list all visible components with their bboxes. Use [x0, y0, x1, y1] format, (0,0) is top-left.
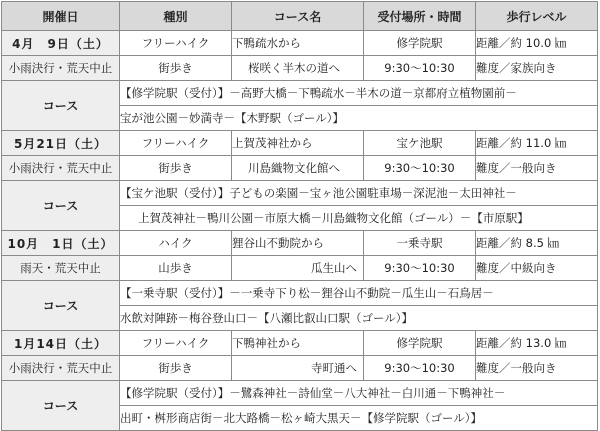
event-row-sub — [2, 256, 598, 281]
event-weather: 小雨決行・荒天中止 — [8, 161, 113, 175]
course-route-line1: 【修学院駅（受付）】－高野大橋－下鴨疏水－半木の道－京都府立植物園前－ — [120, 81, 598, 106]
event-weather-cell — [2, 156, 120, 181]
event-row-sub — [2, 56, 598, 81]
event-course-name-sub: 桜咲く半木の道へ — [248, 61, 340, 75]
event-category-sub: 街歩き — [120, 356, 232, 381]
event-distance: 距離／約 8.5 ㎞ — [476, 231, 598, 256]
course-label: コース — [2, 81, 120, 131]
header-level: 歩行レベル — [476, 2, 598, 31]
event-time: 9:30〜10:30 — [364, 356, 476, 381]
event-category: ハイク — [120, 231, 232, 256]
event-weather: 小雨決行・荒天中止 — [8, 361, 113, 375]
event-category: フリーハイク — [120, 331, 232, 356]
schedule-table — [1, 1, 598, 431]
course-row — [2, 281, 598, 306]
event-category-sub: 街歩き — [120, 156, 232, 181]
event-time: 9:30〜10:30 — [364, 156, 476, 181]
course-label: コース — [2, 181, 120, 231]
course-route-line1: 【一乗寺駅（受付）】－一乗寺下り松－狸谷山不動院－瓜生山－石鳥居－ — [120, 281, 598, 306]
course-route-line1: 【修学院駅（受付）】－鷺森神社－詩仙堂－八大神社－白川通－下鴨神社－ — [120, 381, 598, 406]
event-date: 10月 1日（土） — [7, 236, 114, 251]
event-venue: 修学院駅 — [364, 331, 476, 356]
event-weather-cell — [2, 56, 120, 81]
event-venue: 一乗寺駅 — [364, 231, 476, 256]
event-difficulty: 難度／家族向き — [476, 56, 598, 81]
header-venue: 受付場所・時間 — [364, 2, 476, 31]
course-label: コース — [2, 381, 120, 431]
event-distance: 距離／約 11.0 ㎞ — [476, 131, 598, 156]
course-route-line2: 水飲対陣跡－梅谷登山口－【八瀬比叡山口駅（ゴール）】 — [120, 306, 598, 331]
event-weather-cell — [2, 356, 120, 381]
event-difficulty: 難度／中級向き — [476, 256, 598, 281]
event-course-name-sub-cell — [232, 56, 364, 81]
course-row — [2, 81, 598, 106]
event-course-name-sub-cell — [232, 356, 364, 381]
event-row-sub — [2, 156, 598, 181]
course-row — [2, 381, 598, 406]
event-row — [2, 231, 598, 256]
event-date-cell — [2, 131, 120, 156]
event-row-sub — [2, 356, 598, 381]
event-category: フリーハイク — [120, 31, 232, 56]
event-category: フリーハイク — [120, 131, 232, 156]
event-date-cell — [2, 231, 120, 256]
event-category-sub: 街歩き — [120, 56, 232, 81]
event-time: 9:30〜10:30 — [364, 256, 476, 281]
event-weather: 小雨決行・荒天中止 — [8, 61, 113, 75]
event-distance: 距離／約 13.0 ㎞ — [476, 331, 598, 356]
event-course-name: 上賀茂神社から — [232, 131, 364, 156]
event-weather-cell — [2, 256, 120, 281]
event-course-name-sub-right: 寺町通へ — [311, 361, 357, 375]
event-course-name-sub-cell — [232, 156, 364, 181]
event-distance: 距離／約 10.0 ㎞ — [476, 31, 598, 56]
event-time: 9:30〜10:30 — [364, 56, 476, 81]
header-category: 種別 — [120, 2, 232, 31]
event-venue: 宝ケ池駅 — [364, 131, 476, 156]
course-route-line2: 上賀茂神社－鴨川公園－市原大橋－川島織物文化館（ゴール）－【市原駅】 — [120, 206, 598, 231]
event-date-cell — [2, 31, 120, 56]
event-date: 5月21日（土） — [13, 136, 108, 151]
course-label: コース — [2, 281, 120, 331]
event-venue: 修学院駅 — [364, 31, 476, 56]
event-date: 1月14日（土） — [13, 336, 108, 351]
event-row — [2, 131, 598, 156]
course-row — [2, 181, 598, 206]
course-route-line2: 出町・桝形商店街－北大路橋－松ヶ崎大黒天－【修学院駅（ゴール）】 — [120, 406, 598, 431]
event-course-name-sub-cell — [232, 256, 364, 281]
event-date-cell — [2, 331, 120, 356]
event-weather: 雨天・荒天中止 — [20, 261, 101, 275]
event-date: 4月 9日（土） — [12, 36, 109, 51]
event-difficulty: 難度／一般向き — [476, 356, 598, 381]
event-row — [2, 331, 598, 356]
course-route-line2: 宝が池公園－妙満寺－【木野駅（ゴール）】 — [120, 106, 598, 131]
course-route-line1: 【宝ケ池駅（受付）】子どもの楽園－宝ヶ池公園駐車場－深泥池－太田神社－ — [120, 181, 598, 206]
event-difficulty: 難度／一般向き — [476, 156, 598, 181]
event-course-name-sub-right: 瓜生山へ — [311, 261, 357, 275]
event-course-name: 狸谷山不動院から — [232, 231, 364, 256]
header-course: コース名 — [232, 2, 364, 31]
header-row — [2, 2, 598, 31]
event-course-name-sub: 川島織物文化館へ — [248, 161, 340, 175]
event-course-name: 下鴨神社から — [232, 331, 364, 356]
event-course-name: 下鴨疏水から — [232, 31, 364, 56]
event-category-sub: 山歩き — [120, 256, 232, 281]
event-row — [2, 31, 598, 56]
header-date: 開催日 — [2, 2, 120, 31]
